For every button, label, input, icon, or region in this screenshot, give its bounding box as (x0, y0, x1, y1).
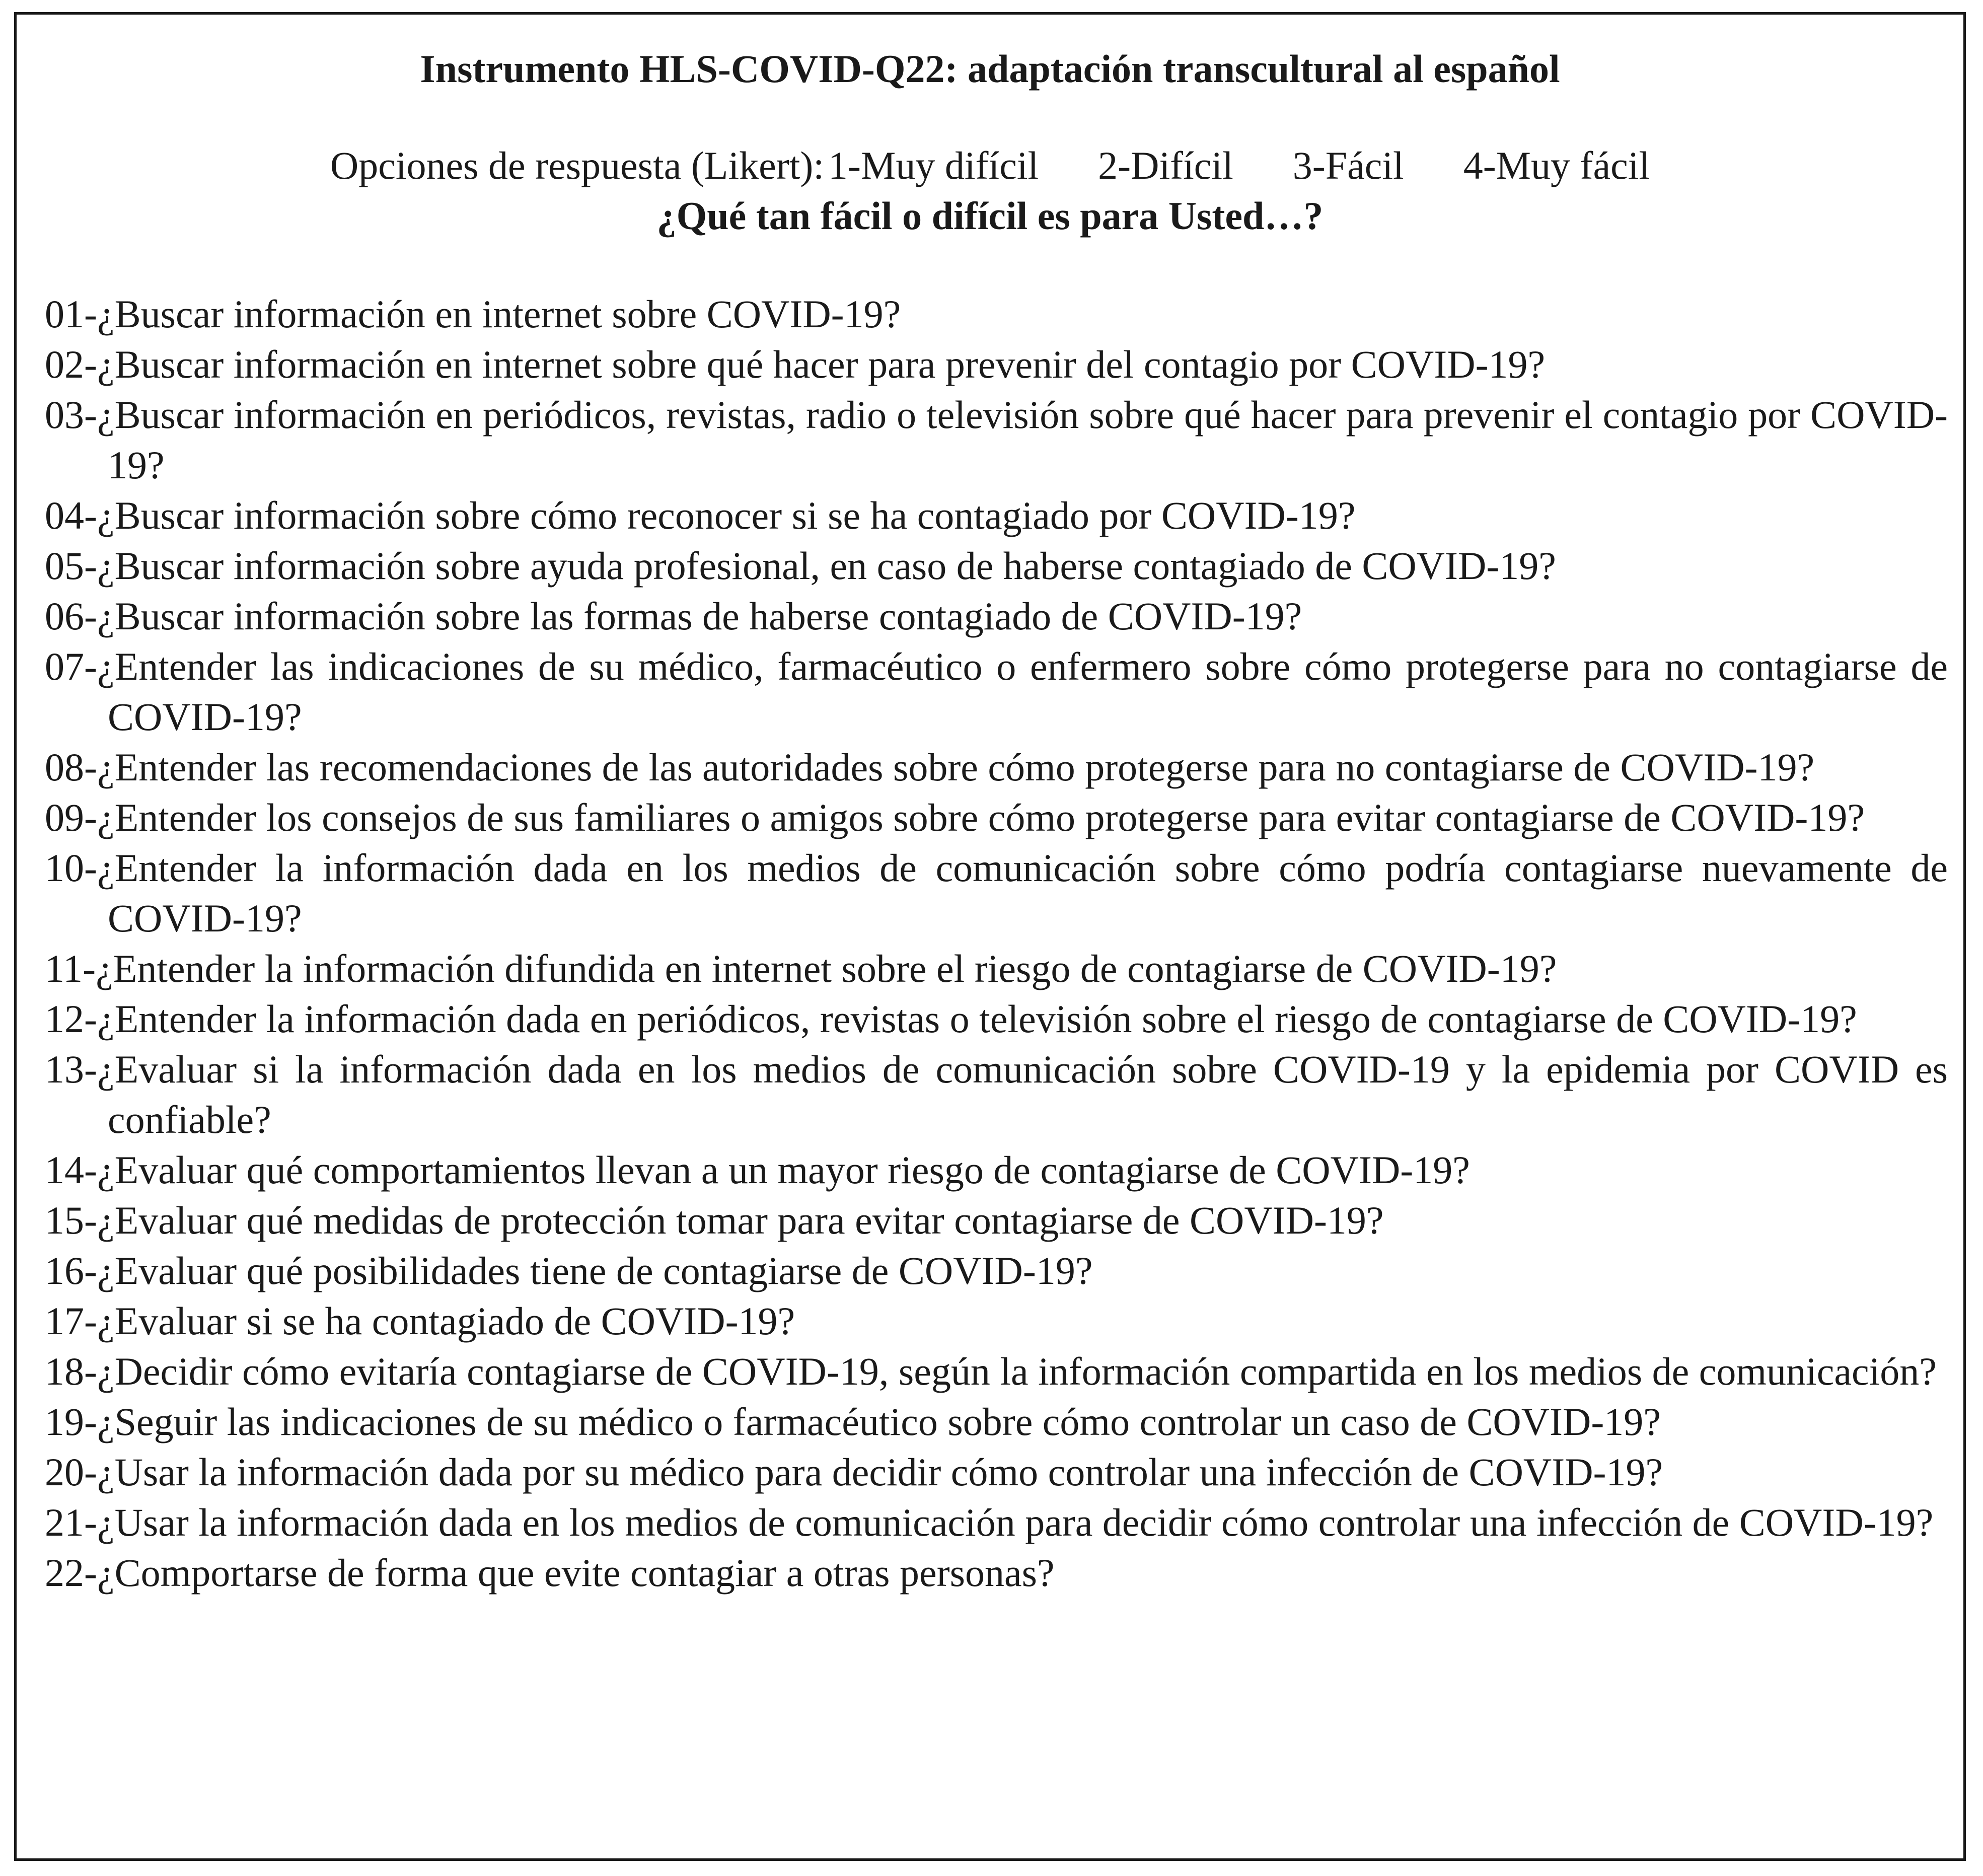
question-number: 03- (45, 393, 97, 437)
question-item-03 (45, 390, 1948, 490)
question-text: ¿Evaluar si la información dada en los medios de comunicación sobre COVID-19 y la epidemia por COVID es confiable? (97, 1047, 1948, 1141)
question-text: ¿Seguir las indicaciones de su médico o farmacéutico sobre cómo controlar un caso de COVID-19? (97, 1400, 1661, 1444)
question-text: ¿Entender las indicaciones de su médico, farmacéutico o enfermero sobre cómo protegerse para no contagiarse de COVID-19? (97, 644, 1948, 739)
question-item-12 (45, 994, 1948, 1044)
question-number: 02- (45, 342, 97, 386)
question-text: ¿Usar la información dada por su médico para decidir cómo controlar una infección de COVID-19? (97, 1450, 1663, 1494)
question-item-18 (45, 1346, 1948, 1397)
question-text: ¿Entender los consejos de sus familiares o amigos sobre cómo protegerse para evitar contagiarse de COVID-19? (97, 796, 1865, 839)
question-text: ¿Buscar información sobre cómo reconocer si se ha contagiado por COVID-19? (97, 493, 1356, 537)
question-text: ¿Buscar información sobre ayuda profesional, en caso de haberse contagiado de COVID-19? (97, 544, 1556, 588)
question-number: 18- (45, 1349, 97, 1393)
question-text: ¿Entender la información difundida en internet sobre el riesgo de contagiarse de COVID-19? (96, 947, 1557, 990)
question-number: 04- (45, 493, 97, 537)
question-number: 06- (45, 594, 97, 638)
question-item-08 (45, 742, 1948, 792)
question-text: ¿Entender las recomendaciones de las autoridades sobre cómo protegerse para no contagiarse de COVID-19? (97, 745, 1815, 789)
question-number: 11- (45, 947, 96, 990)
question-item-15 (45, 1195, 1948, 1246)
question-number: 17- (45, 1299, 97, 1343)
document-title: Instrumento HLS-COVID-Q22: adaptación transcultural al español (420, 47, 1560, 91)
question-number: 13- (45, 1047, 97, 1091)
question-item-02 (45, 339, 1948, 390)
question-item-07 (45, 641, 1948, 742)
question-list (45, 289, 1948, 1598)
question-item-14 (45, 1145, 1948, 1195)
likert-option-1: 1-Muy difícil (828, 143, 1039, 187)
question-item-22 (45, 1548, 1948, 1598)
question-item-11 (45, 944, 1948, 994)
question-number: 12- (45, 997, 97, 1041)
question-number: 08- (45, 745, 97, 789)
question-text: ¿Decidir cómo evitaría contagiarse de COVID-19, según la información compartida en los medios de comunicación? (97, 1349, 1937, 1393)
question-item-19 (45, 1397, 1948, 1447)
question-number: 15- (45, 1198, 97, 1242)
question-item-09 (45, 792, 1948, 843)
question-item-01 (45, 289, 1948, 339)
question-number: 07- (45, 644, 97, 688)
question-number: 20- (45, 1450, 97, 1494)
question-item-20 (45, 1447, 1948, 1497)
question-item-04 (45, 490, 1948, 541)
likert-option-4: 4-Muy fácil (1463, 143, 1650, 187)
question-text: ¿Buscar información en internet sobre COVID-19? (97, 292, 901, 336)
likert-label: Opciones de respuesta (Likert): (330, 143, 825, 187)
likert-option-3: 3-Fácil (1292, 143, 1404, 187)
question-number: 14- (45, 1148, 97, 1192)
question-number: 10- (45, 846, 97, 890)
question-text: ¿Evaluar qué medidas de protección tomar para evitar contagiarse de COVID-19? (97, 1198, 1384, 1242)
likert-option-2: 2-Difícil (1098, 143, 1233, 187)
question-header: ¿Qué tan fácil o difícil es para Usted…? (656, 194, 1324, 238)
question-item-06 (45, 591, 1948, 641)
question-text: ¿Evaluar qué posibilidades tiene de contagiarse de COVID-19? (97, 1249, 1093, 1292)
question-text: ¿Entender la información dada en periódicos, revistas o televisión sobre el riesgo de contagiarse de COVID-19? (97, 997, 1857, 1041)
question-number: 16- (45, 1249, 97, 1292)
question-number: 19- (45, 1400, 97, 1444)
question-text: ¿Entender la información dada en los medios de comunicación sobre cómo podría contagiarse nuevamente de COVID-19? (97, 846, 1948, 940)
question-text: ¿Buscar información en periódicos, revistas, radio o televisión sobre qué hacer para prevenir el contagio por COVID-19? (97, 393, 1948, 487)
question-item-05 (45, 541, 1948, 591)
question-item-13 (45, 1044, 1948, 1145)
likert-options-line (17, 140, 1963, 191)
question-number: 22- (45, 1551, 97, 1595)
question-text: ¿Usar la información dada en los medios de comunicación para decidir cómo controlar una infección de COVID-19? (97, 1500, 1934, 1544)
document-frame (14, 12, 1966, 1861)
question-number: 05- (45, 544, 97, 588)
question-text: ¿Buscar información sobre las formas de haberse contagiado de COVID-19? (97, 594, 1302, 638)
question-item-16 (45, 1246, 1948, 1296)
question-number: 01- (45, 292, 97, 336)
question-text: ¿Buscar información en internet sobre qué hacer para prevenir del contagio por COVID-19? (97, 342, 1546, 386)
question-text: ¿Comportarse de forma que evite contagiar a otras personas? (97, 1551, 1055, 1595)
question-number: 09- (45, 796, 97, 839)
question-number: 21- (45, 1500, 97, 1544)
question-item-21 (45, 1497, 1948, 1548)
question-text: ¿Evaluar si se ha contagiado de COVID-19? (97, 1299, 795, 1343)
question-item-17 (45, 1296, 1948, 1346)
question-item-10 (45, 843, 1948, 944)
question-text: ¿Evaluar qué comportamientos llevan a un mayor riesgo de contagiarse de COVID-19? (97, 1148, 1470, 1192)
